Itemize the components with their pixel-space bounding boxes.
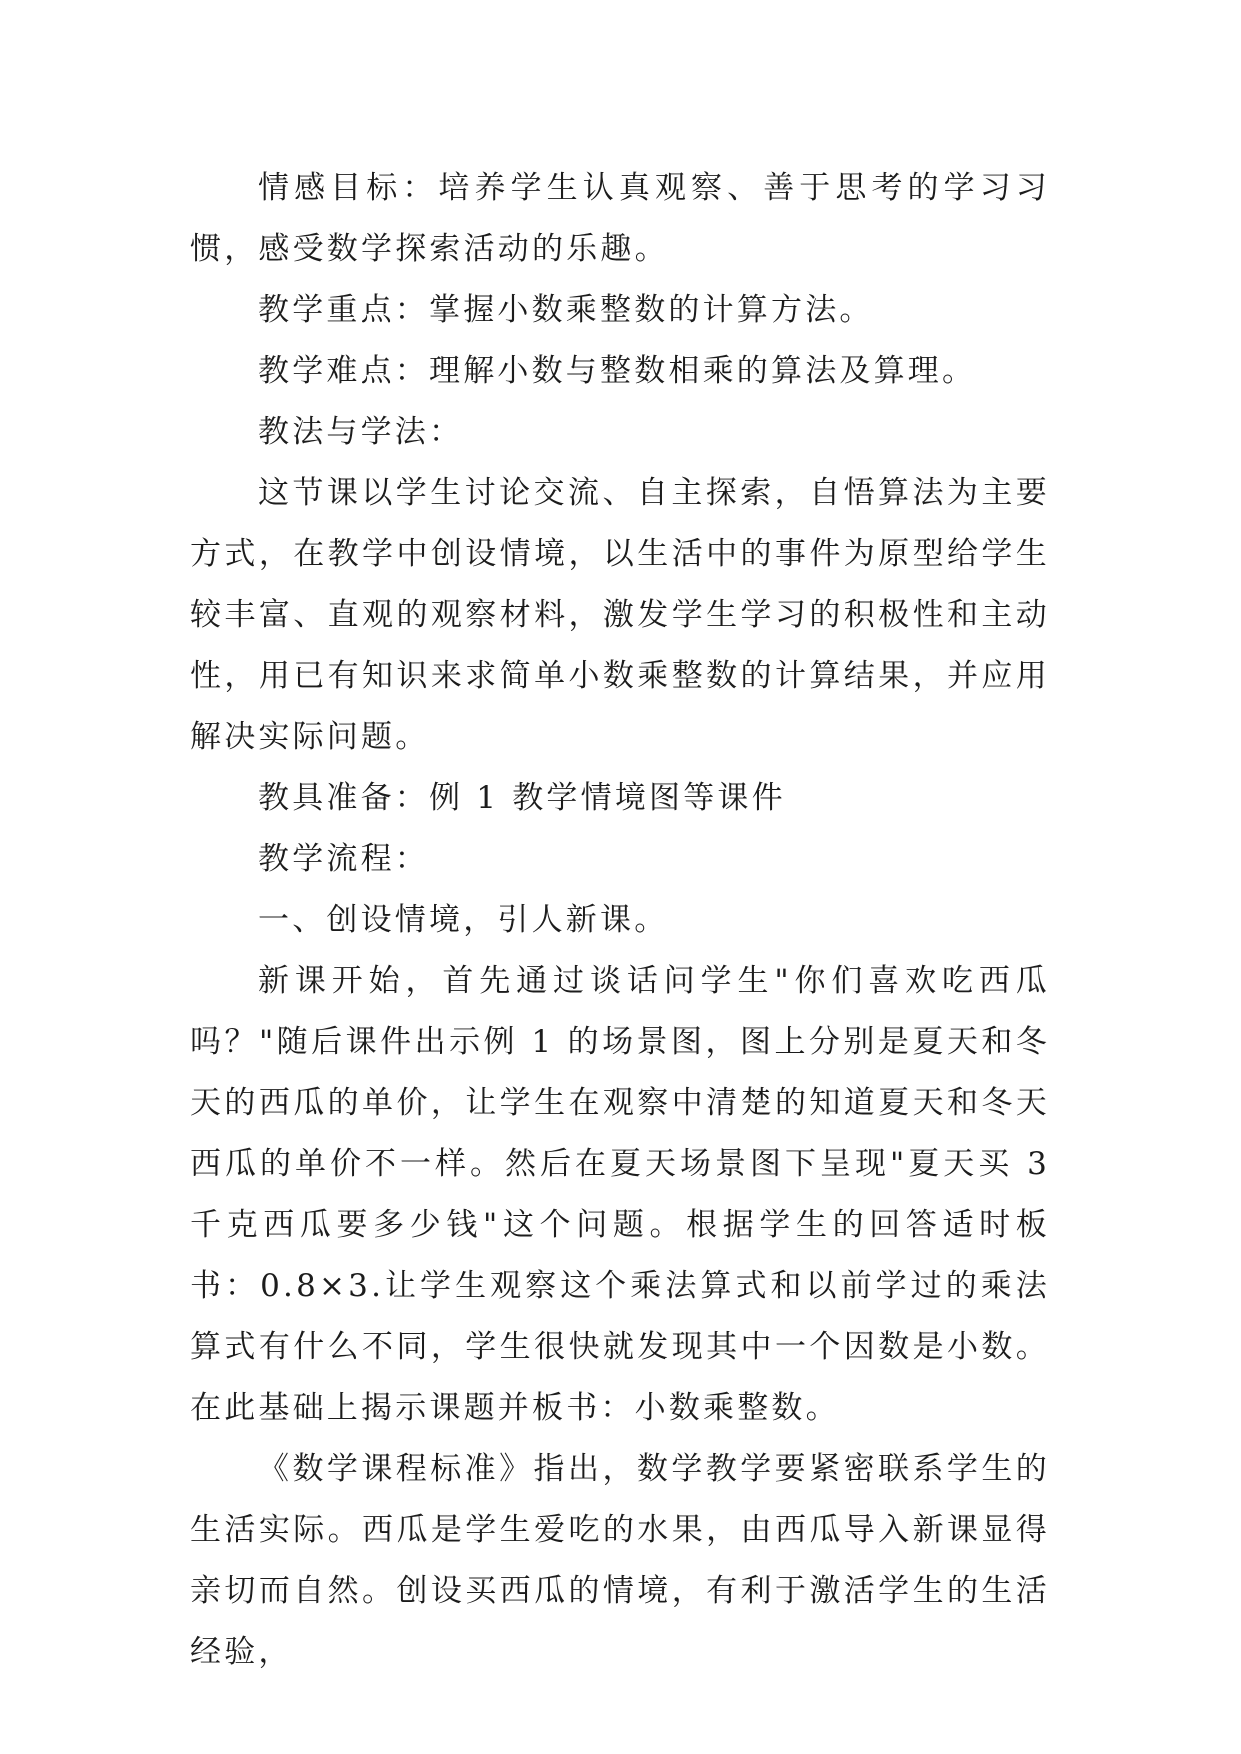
paragraph-emotional-goal: 情感目标：培养学生认真观察、善于思考的学习习惯，感受数学探索活动的乐趣。 xyxy=(190,170,1050,267)
paragraph-section-one-heading: 一、创设情境，引人新课。 xyxy=(258,902,669,938)
paragraph-teaching-difficulty: 教学难点：理解小数与整数相乘的算法及算理。 xyxy=(258,353,977,389)
paragraph-methods-heading: 教法与学法： xyxy=(258,414,464,450)
paragraph-teaching-focus: 教学重点：掌握小数乘整数的计算方法。 xyxy=(258,292,874,328)
paragraph-teaching-process-heading: 教学流程： xyxy=(258,841,429,877)
paragraph-lesson-opening: 新课开始，首先通过谈话问学生"你们喜欢吃西瓜吗？"随后课件出示例 1 的场景图，图上分别是夏天和冬天的西瓜的单价，让学生在观察中清楚的知道夏天和冬天西瓜的单价不一样。然后在夏天场景图下呈现"夏天买 3 千克西瓜要多少钱"这个问题。根据学生的回答适时板书：0.8×3.让学生观察这个乘法算式和以前学过的乘法算式有什么不同，学生很快就发现其中一个因数是小数。在此基础上揭示课题并板书：小数乘整数。 xyxy=(190,963,1050,1426)
paragraph-teaching-aids: 教具准备：例 1 教学情境图等课件 xyxy=(258,780,786,816)
paragraph-curriculum-standard: 《数学课程标准》指出，数学教学要紧密联系学生的生活实际。西瓜是学生爱吃的水果，由西瓜导入新课显得亲切而自然。创设买西瓜的情境，有利于激活学生的生活经验， xyxy=(190,1451,1050,1670)
paragraph-methods-description: 这节课以学生讨论交流、自主探索，自悟算法为主要方式，在教学中创设情境，以生活中的事件为原型给学生较丰富、直观的观察材料，激发学生学习的积极性和主动性，用已有知识来求简单小数乘整数的计算结果，并应用解决实际问题。 xyxy=(190,475,1050,755)
document-body xyxy=(190,158,1050,1683)
